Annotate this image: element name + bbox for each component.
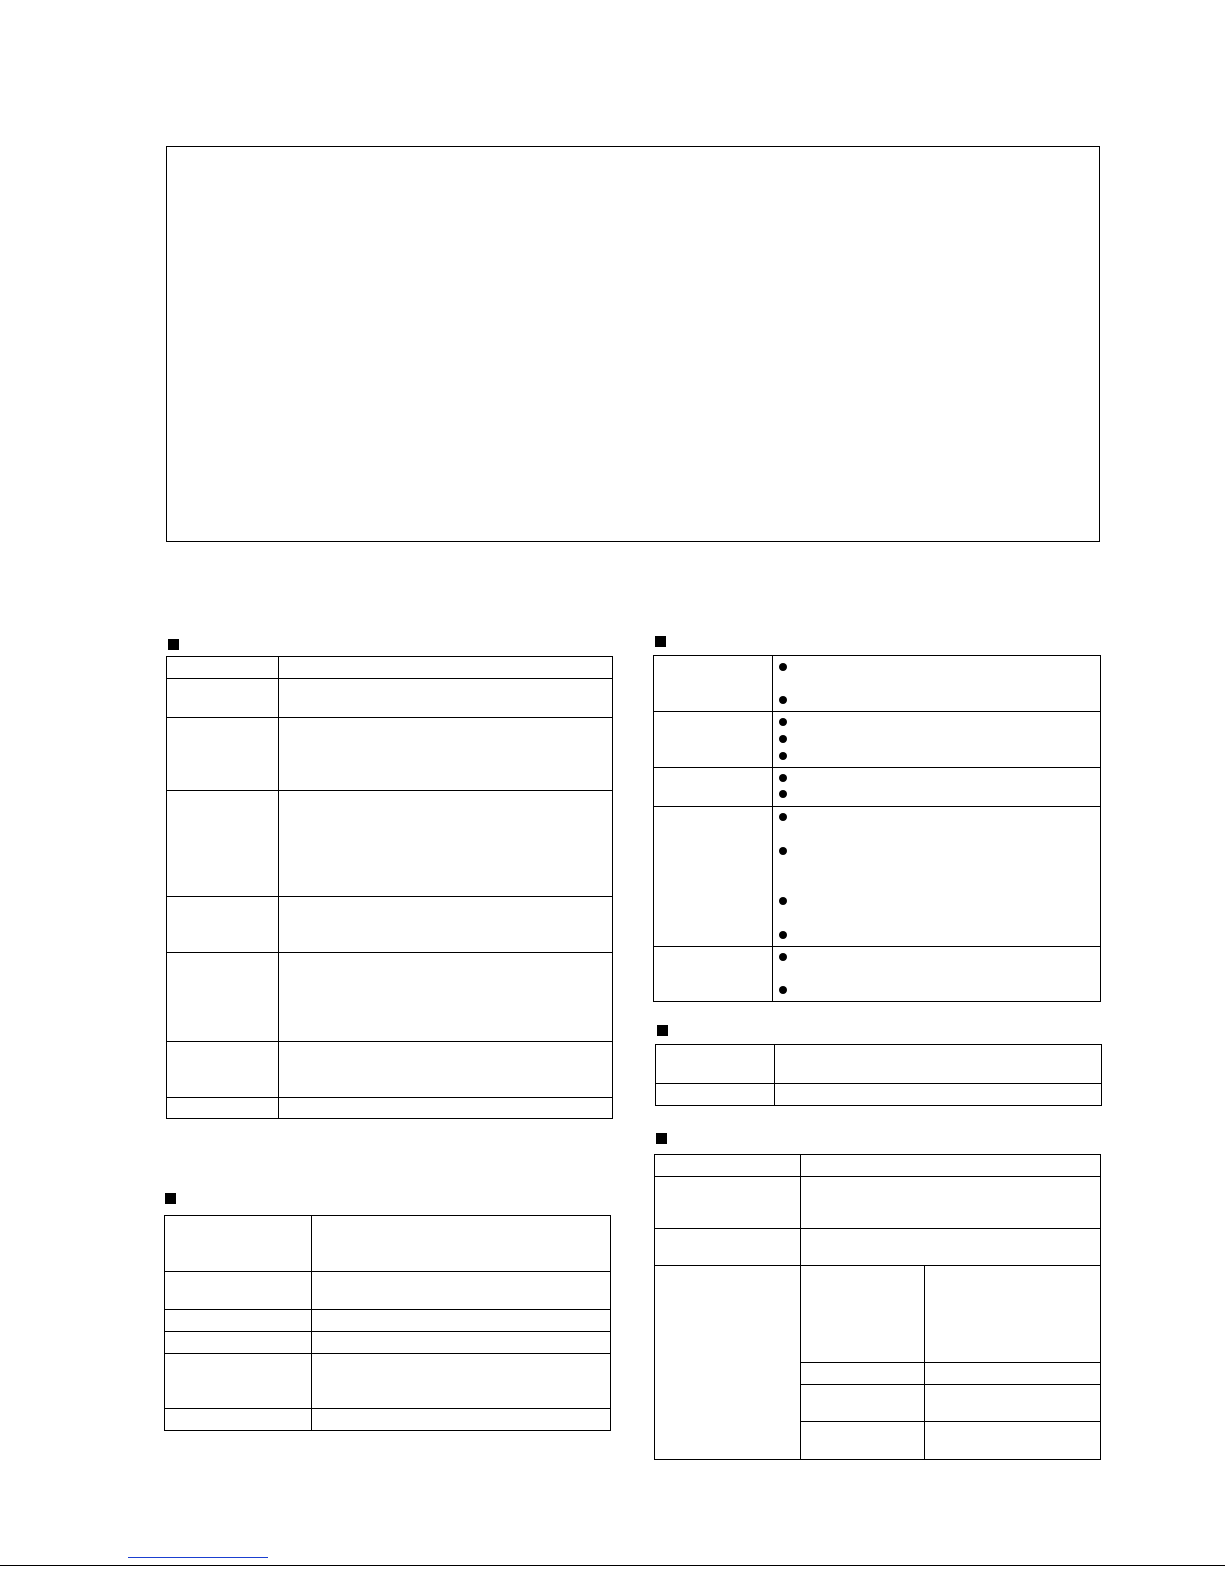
- table-row: [167, 657, 613, 679]
- sub-row-value: [925, 1266, 1101, 1363]
- table-row: [656, 1045, 1102, 1084]
- spec-table-right-bottom: [654, 1154, 1101, 1460]
- sub-row-label: [801, 1266, 925, 1363]
- spec-table-right-top: [653, 655, 1101, 1002]
- bullet-icon: [779, 813, 787, 821]
- row-value: [775, 1045, 1102, 1084]
- row-value: [312, 1332, 611, 1354]
- row-label: [654, 807, 773, 947]
- row-label: [655, 1266, 801, 1460]
- bullet-icon: [779, 752, 787, 760]
- row-value: [279, 791, 613, 897]
- bullet-icon: [779, 847, 787, 855]
- table-row: [165, 1272, 611, 1310]
- row-label: [165, 1332, 312, 1354]
- table-row: [165, 1409, 611, 1431]
- row-value: [801, 1155, 1101, 1177]
- table-row: [655, 1266, 1101, 1363]
- table-row: [167, 679, 613, 718]
- row-value: [279, 953, 613, 1042]
- row-value: [279, 1098, 613, 1119]
- row-value: [773, 656, 1101, 712]
- table-row: [167, 1098, 613, 1119]
- footer-link[interactable]: [128, 1557, 268, 1558]
- row-label: [167, 657, 279, 679]
- row-value: [279, 1042, 613, 1098]
- bullet-icon: [779, 897, 787, 905]
- row-label: [655, 1155, 801, 1177]
- table-row: [167, 718, 613, 791]
- row-value: [279, 897, 613, 953]
- row-value: [279, 679, 613, 718]
- bullet-icon: [779, 663, 787, 671]
- spec-table-left-top: [166, 656, 613, 1119]
- row-label: [167, 1042, 279, 1098]
- table-row: [167, 953, 613, 1042]
- bullet-icon: [779, 931, 787, 939]
- table-row: [654, 947, 1101, 1002]
- sub-row-value: [925, 1363, 1101, 1385]
- table-row: [167, 791, 613, 897]
- row-label: [655, 1177, 801, 1229]
- table-row: [165, 1216, 611, 1272]
- bullet-icon: [779, 735, 787, 743]
- sub-row-label: [801, 1385, 925, 1422]
- table-row: [654, 656, 1101, 712]
- bullet-icon: [779, 953, 787, 961]
- row-value: [773, 712, 1101, 768]
- table-row: [655, 1229, 1101, 1266]
- row-value: [801, 1177, 1101, 1229]
- section-marker-icon: [168, 639, 179, 650]
- row-value: [775, 1084, 1102, 1106]
- bullet-icon: [779, 696, 787, 704]
- table-row: [654, 768, 1101, 807]
- row-value: [312, 1409, 611, 1431]
- row-value: [773, 807, 1101, 947]
- row-value: [773, 947, 1101, 1002]
- row-label: [165, 1354, 312, 1409]
- spec-table-left-bottom: [164, 1215, 611, 1431]
- row-value: [773, 768, 1101, 807]
- section-marker-icon: [657, 1025, 668, 1036]
- row-label: [654, 768, 773, 807]
- sub-row-value: [925, 1422, 1101, 1460]
- table-row: [167, 897, 613, 953]
- row-label: [167, 1098, 279, 1119]
- table-row: [167, 1042, 613, 1098]
- sub-row-value: [925, 1385, 1101, 1422]
- section-marker-icon: [655, 636, 666, 647]
- row-value: [312, 1216, 611, 1272]
- table-row: [654, 807, 1101, 947]
- row-label: [165, 1409, 312, 1431]
- row-value: [279, 718, 613, 791]
- section-marker-icon: [656, 1133, 667, 1144]
- row-label: [654, 656, 773, 712]
- row-label: [167, 791, 279, 897]
- spec-table-right-middle: [655, 1044, 1102, 1106]
- table-row: [655, 1155, 1101, 1177]
- row-value: [312, 1310, 611, 1332]
- sub-row-label: [801, 1363, 925, 1385]
- row-label: [656, 1084, 775, 1106]
- table-row: [165, 1310, 611, 1332]
- bullet-icon: [779, 774, 787, 782]
- bullet-icon: [779, 790, 787, 798]
- sub-row-label: [801, 1422, 925, 1460]
- row-label: [165, 1272, 312, 1310]
- row-value: [801, 1229, 1101, 1266]
- section-marker-icon: [165, 1193, 176, 1204]
- row-label: [167, 897, 279, 953]
- header-box: [166, 146, 1100, 542]
- table-row: [165, 1332, 611, 1354]
- row-value: [312, 1354, 611, 1409]
- table-row: [654, 712, 1101, 768]
- table-row: [655, 1177, 1101, 1229]
- row-label: [165, 1310, 312, 1332]
- table-row: [656, 1084, 1102, 1106]
- bullet-icon: [779, 986, 787, 994]
- table-row: [165, 1354, 611, 1409]
- row-label: [656, 1045, 775, 1084]
- row-label: [167, 953, 279, 1042]
- row-label: [655, 1229, 801, 1266]
- row-label: [167, 718, 279, 791]
- row-value: [312, 1272, 611, 1310]
- bullet-icon: [779, 718, 787, 726]
- row-label: [654, 947, 773, 1002]
- page-bottom-rule: [0, 1565, 1225, 1566]
- row-label: [167, 679, 279, 718]
- row-label: [165, 1216, 312, 1272]
- row-label: [654, 712, 773, 768]
- row-value: [279, 657, 613, 679]
